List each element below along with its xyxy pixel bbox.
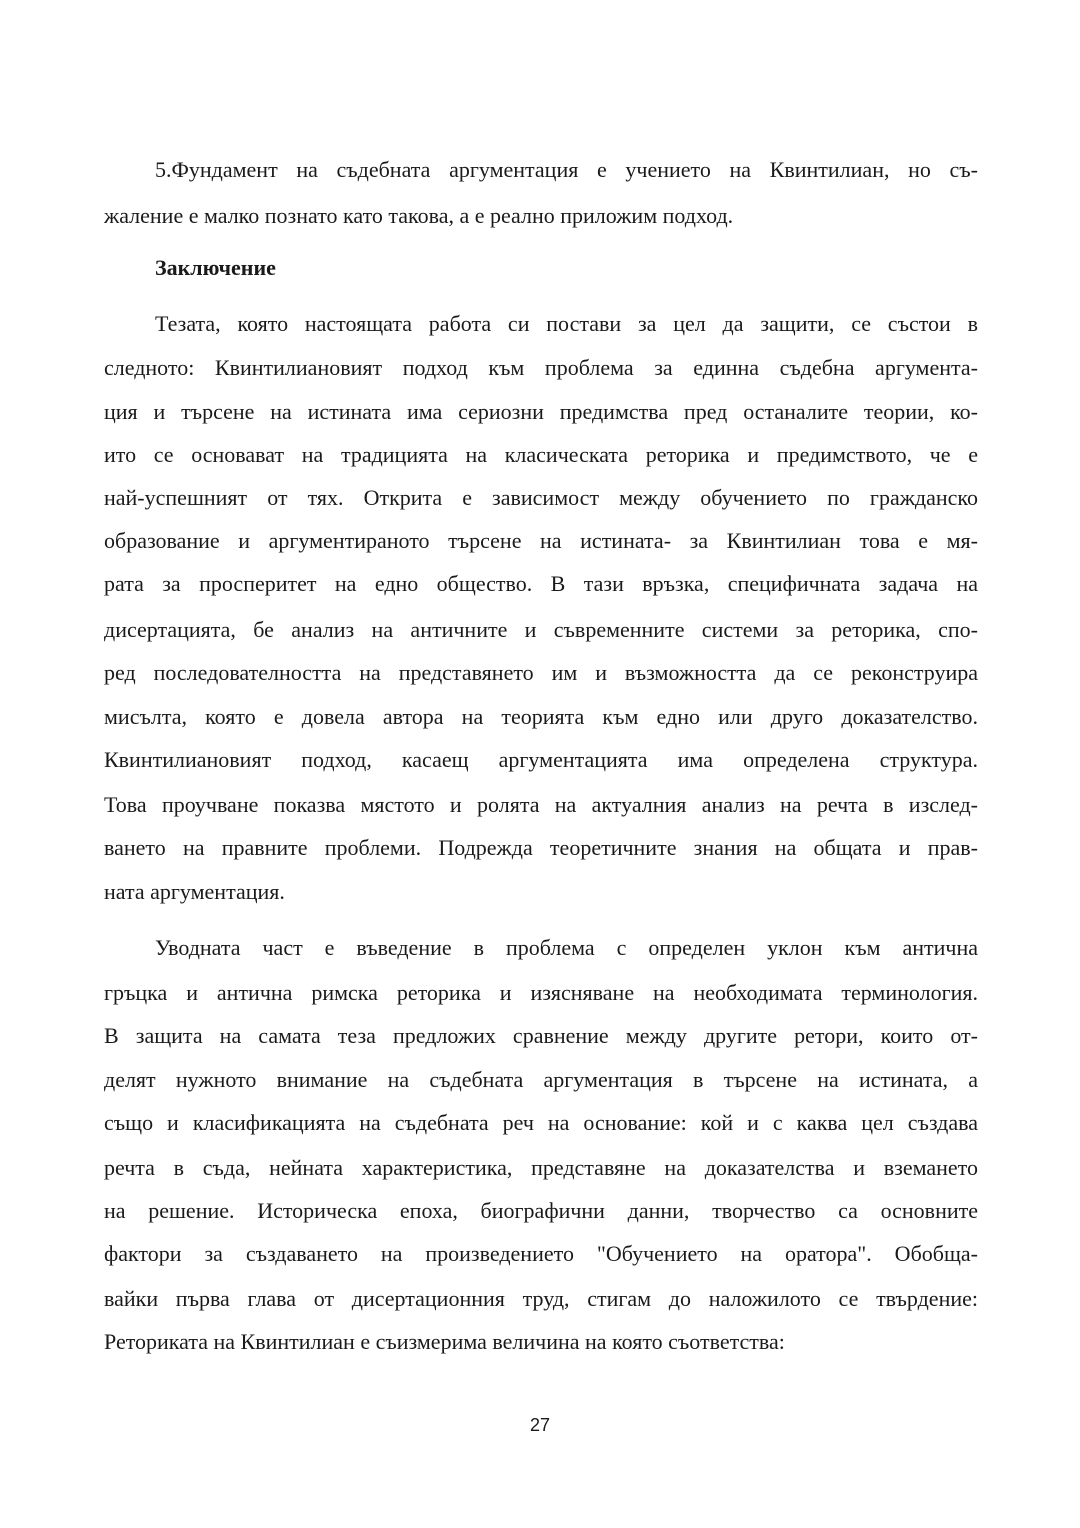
paragraph-line: В защита на самата теза предложих сравнение между другите ретори, които от- (104, 1023, 978, 1048)
paragraph-line: Това проучване показва мястото и ролята на актуалния анализ на речта в изслед- (104, 792, 978, 817)
paragraph-line: делят нужното внимание на съдебната аргументация в търсене на истината, а (104, 1067, 978, 1092)
paragraph-line: ред последователността на представянето им и възможността да се реконструира (104, 660, 978, 685)
paragraph-line: следното: Квинтилиановият подход към проблема за единна съдебна аргумента- (104, 355, 978, 380)
paragraph-line: ито се основават на традицията на класическата реторика и предимството, че е (104, 442, 978, 467)
paragraph-line: Тезата, която настоящата работа си постави за цел да защити, се състои в (155, 311, 978, 336)
paragraph-line: фактори за създаването на произведението "Обучението на оратора". Обобща- (104, 1241, 978, 1266)
paragraph-line: жаление е малко познато като такова, а е реално приложим подход. (104, 203, 734, 228)
paragraph-line: дисертацията, бе анализ на античните и съвременните системи за реторика, спо- (104, 617, 978, 642)
paragraph-line: ването на правните проблеми. Подрежда теоретичните знания на общата и прав- (104, 835, 978, 860)
page-number: 27 (529, 1415, 551, 1435)
paragraph-line: на решение. Историческа епоха, биографични данни, творчество са основните (104, 1198, 978, 1223)
paragraph-line: 5.Фундамент на съдебната аргументация е учението на Квинтилиан, но съ- (155, 157, 978, 182)
paragraph-line: Реториката на Квинтилиан е съизмерима величина на която съответства: (104, 1329, 785, 1354)
paragraph-line: вайки първа глава от дисертационния труд, стигам до наложилото се твърдение: (104, 1286, 978, 1311)
paragraph-line: ната аргументация. (104, 879, 285, 904)
paragraph-line: мисълта, която е довела автора на теорията към едно или друго доказателство. (104, 704, 978, 729)
paragraph-line: Квинтилиановият подход, касаещ аргументацията има определена структура. (104, 747, 978, 772)
paragraph-line: най-успешният от тях. Открита е зависимост между обучението по гражданско (104, 485, 978, 510)
section-heading: Заключение (155, 255, 276, 280)
paragraph-line: образование и аргументираното търсене на истината- за Квинтилиан това е мя- (104, 528, 978, 553)
paragraph-line: гръцка и антична римска реторика и изясняване на необходимата терминология. (104, 980, 978, 1005)
paragraph-line: ция и търсене на истината има сериозни предимства пред останалите теории, ко- (104, 399, 978, 424)
paragraph-line: Уводната част е въведение в проблема с определен уклон към антична (155, 935, 978, 960)
paragraph-line: рата за просперитет на едно общество. В тази връзка, специфичната задача на (104, 571, 978, 596)
paragraph-line: речта в съда, нейната характеристика, представяне на доказателства и вземането (104, 1155, 978, 1180)
paragraph-line: също и класификацията на съдебната реч на основание: кой и с каква цел създава (104, 1110, 978, 1135)
